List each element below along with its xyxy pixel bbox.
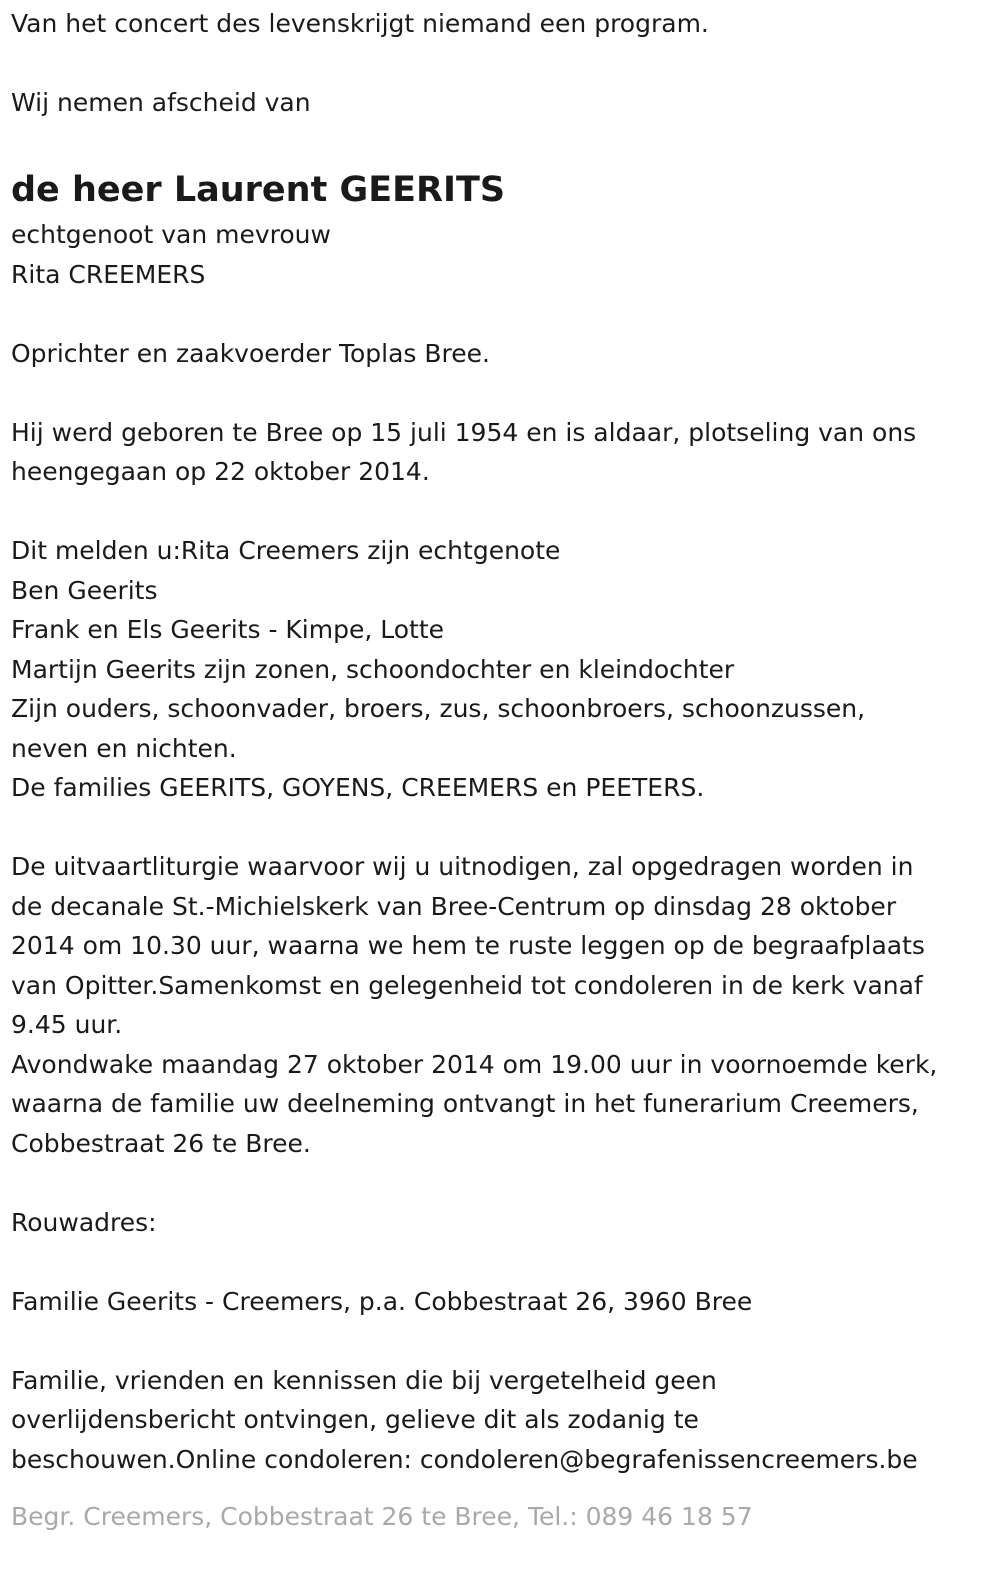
role-text: Oprichter en zaakvoerder Toplas Bree. [11,338,490,368]
ceremony-line: de decanale St.-Michielskerk van Bree-Centrum op dinsdag 28 oktober [11,891,897,921]
spacer [11,294,986,334]
address-label: Rouwadres: [11,1207,157,1237]
birth-death-line-1: Hij werd geboren te Bree op 15 juli 1954 en is aldaar, plotseling van ons [11,417,917,447]
family-line: Dit melden u:Rita Creemers zijn echtgenote [11,536,561,565]
spacer [11,44,986,84]
address-value: Familie Geerits - Creemers, p.a. Cobbestraat 26, 3960 Bree [11,1286,753,1316]
spouse-line-1: echtgenoot van mevrouw [11,220,331,249]
farewell-text: Wij nemen afscheid van [11,88,311,117]
spacer [11,373,986,413]
ceremony-line: Avondwake maandag 27 oktober 2014 om 19.00 uur in voornoemde kerk, [11,1049,938,1079]
family-line: Zijn ouders, schoonvader, broers, zus, schoonbroers, schoonzussen, [11,694,866,723]
notice-line: Familie, vrienden en kennissen die bij vergetelheid geen [11,1365,717,1395]
spacer [11,492,986,532]
spacer [11,808,986,848]
family-line: De families GEERITS, GOYENS, CREEMERS en PEETERS. [11,773,705,802]
family-line: Martijn Geerits zijn zonen, schoondochter en kleindochter [11,654,735,684]
family-section [11,531,986,808]
ceremony-section [11,847,986,1163]
family-line: Frank en Els Geerits - Kimpe, Lotte [11,615,445,644]
ceremony-line: 9.45 uur. [11,1010,123,1039]
intro-quote: Van het concert des levenskrijgt niemand een program. [11,9,709,38]
spouse-line-2: Rita CREEMERS [11,259,206,289]
family-line: Ben Geerits [11,575,158,605]
ceremony-line: De uitvaartliturgie waarvoor wij u uitnodigen, zal opgedragen worden in [11,852,914,881]
funeral-home-footer: Begr. Creemers, Cobbestraat 26 te Bree, Tel.: 089 46 18 57 [11,1502,753,1531]
deceased-name: de heer Laurent GEERITS [11,170,506,210]
spacer [11,123,986,163]
notice-line: beschouwen.Online condoleren: condoleren@begrafenissencreemers.be [11,1444,918,1474]
notice-section [11,1361,986,1480]
spacer [11,1321,986,1361]
ceremony-line: van Opitter.Samenkomst en gelegenheid tot condoleren in de kerk vanaf [11,970,923,1000]
notice-line: overlijdensbericht ontvingen, gelieve dit als zodanig te [11,1405,699,1434]
ceremony-line: 2014 om 10.30 uur, waarna we hem te ruste leggen op de begraafplaats [11,931,925,960]
spacer [11,1242,986,1282]
birth-death-line-2: heengegaan op 22 oktober 2014. [11,457,430,486]
family-line: neven en nichten. [11,733,237,763]
ceremony-line: waarna de familie uw deelneming ontvangt in het funerarium Creemers, [11,1089,919,1118]
spacer [11,1163,986,1203]
obituary-document [11,4,986,1537]
ceremony-line: Cobbestraat 26 te Bree. [11,1128,311,1158]
